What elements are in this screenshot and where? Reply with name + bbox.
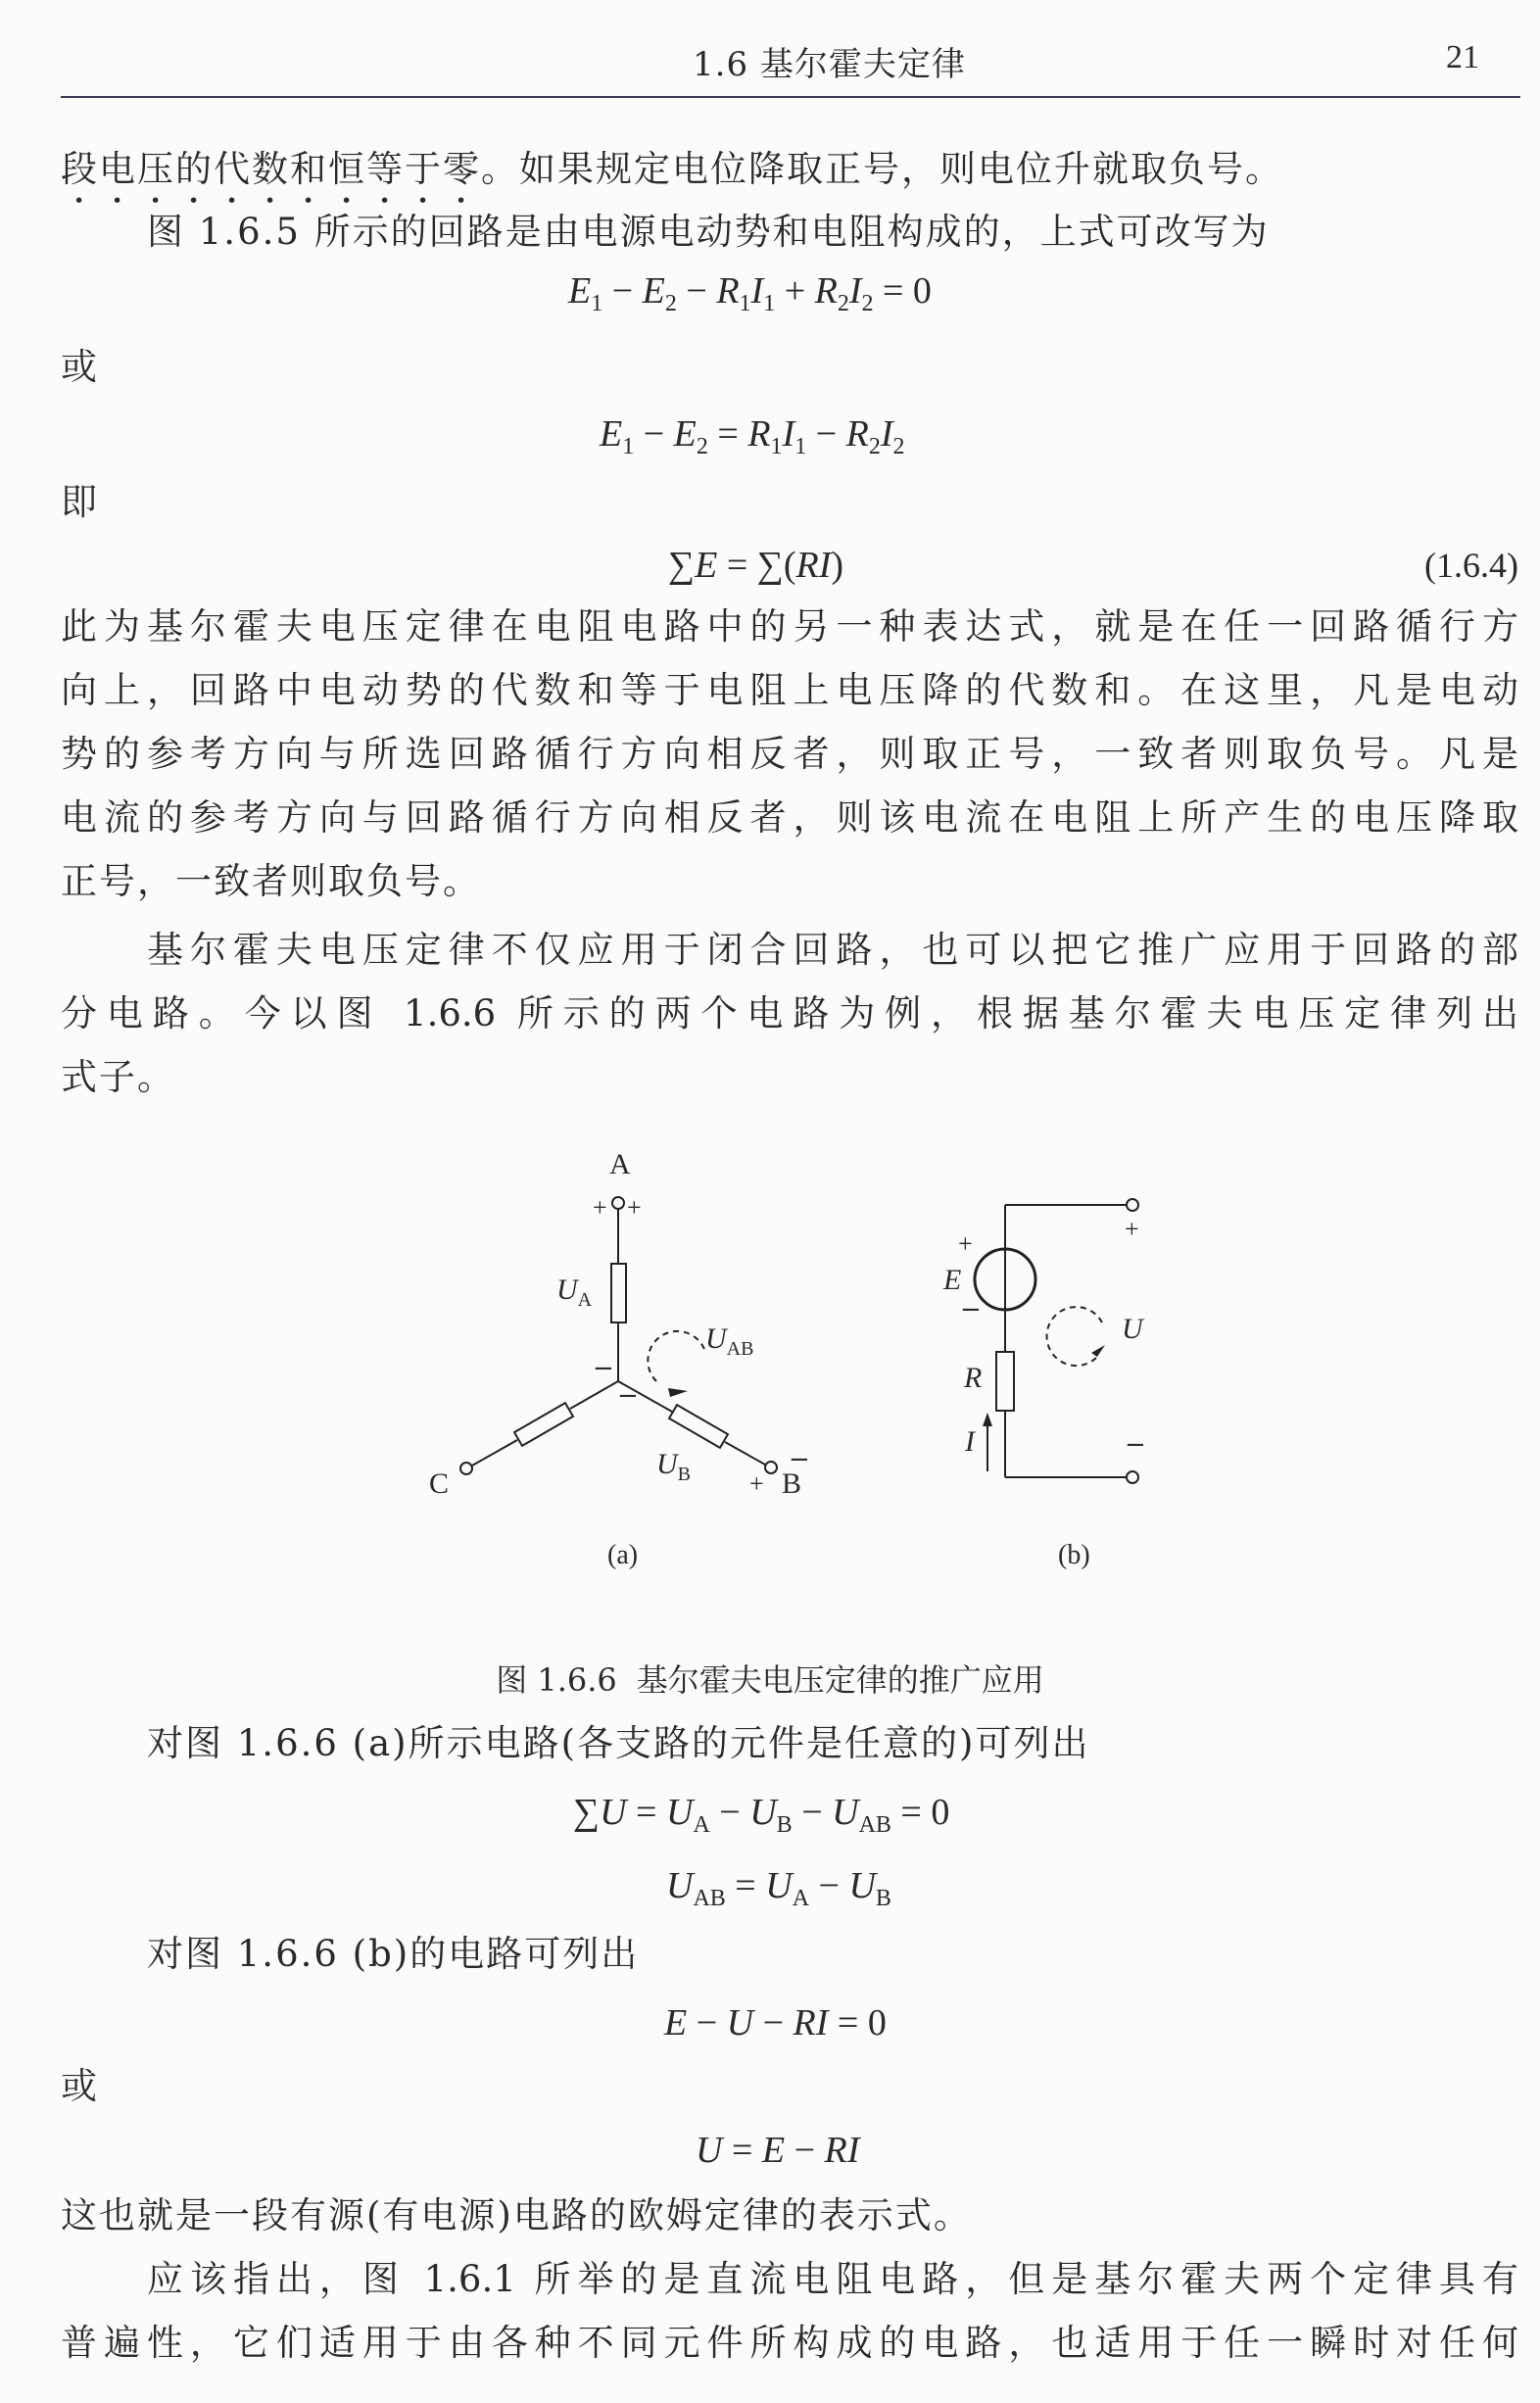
label-ua: $U_A$ (556, 1274, 593, 1311)
equation-6: E − U − RI = 0 (664, 2002, 887, 2043)
paragraph-3-line: 电流的参考方向与回路循行方向相反者，则该电流在电阻上所产生的电压降取 (61, 796, 1518, 839)
figure-caption-text: 基尔霍夫电压定律的推广应用 (636, 1661, 1044, 1699)
minus-sign: − (617, 1381, 639, 1411)
paragraph-2: 图 1.6.5 所示的回路是由电源电动势和电阻构成的，上式可改写为 (147, 211, 1270, 253)
header-rule (61, 96, 1520, 98)
ji-label: 即 (61, 481, 99, 523)
equation-number: (1.6.4) (1424, 546, 1518, 585)
paragraph-3-line: 向上，回路中电动势的代数和等于电阻上电压降的代数和。在这里，凡是电动 (61, 669, 1518, 711)
paragraph-3-line: 此为基尔霍夫电压定律在电阻电路中的另一种表达式，就是在任一回路循行方 (61, 605, 1518, 648)
emphasized-text: 段电压的代数和恒等于零 (61, 148, 481, 190)
paragraph-3-line: 正号，一致者则取负号。 (61, 860, 481, 902)
plus-sign: + (1125, 1215, 1139, 1243)
running-header (61, 29, 1520, 100)
paragraph-6: 对图 1.6.6 (b)的电路可列出 (147, 1933, 640, 1975)
figure-number: 图 1.6.6 (496, 1661, 617, 1699)
node-label-c: C (429, 1467, 450, 1500)
plus-sign: + (627, 1193, 642, 1222)
equation-7: U = E − RI (696, 2130, 860, 2171)
paragraph-3-line: 势的参考方向与所选回路循行方向相反者，则取正号，一致者则取负号。凡是 (61, 733, 1518, 775)
plus-sign: + (749, 1469, 764, 1498)
equation-3: ∑E = ∑(RI) (668, 545, 844, 586)
plus-sign: + (593, 1193, 607, 1222)
paragraph-5: 对图 1.6.6 (a)所示电路(各支路的元件是任意的)可列出 (147, 1722, 1090, 1764)
label-i: I (965, 1425, 975, 1458)
page-number: 21 (1446, 39, 1479, 75)
node-label-b: B (782, 1467, 802, 1500)
figure-a-sublabel: (a) (607, 1540, 639, 1570)
paragraph-4-line: 分电路。今以图 1.6.6 所示的两个电路为例，根据基尔霍夫电压定律列出 (61, 992, 1518, 1034)
paragraph-1-rest: 。如果规定电位降取正号，则电位升就取负号。 (481, 148, 1283, 190)
minus-sign: − (593, 1354, 614, 1383)
paragraph-8-line: 应该指出，图 1.6.1 所举的是直流电阻电路，但是基尔霍夫两个定律具有 (147, 2258, 1518, 2300)
or-label-2: 或 (61, 2065, 99, 2107)
label-u: U (1122, 1313, 1143, 1345)
equation-2: $E_1 - E_2 = R_1I_1 - R_2I_2$ (600, 413, 905, 459)
minus-sign: − (960, 1295, 982, 1324)
paragraph-4-line: 式子。 (61, 1056, 175, 1098)
section-title: 1.6 基尔霍夫定律 (693, 45, 966, 84)
paragraph-1 (61, 145, 1283, 212)
paragraph-4-line: 基尔霍夫电压定律不仅应用于闭合回路，也可以把它推广应用于回路的部 (147, 929, 1518, 971)
figure-b-sublabel: (b) (1058, 1540, 1090, 1570)
equation-4: $\sum U = U_A - U_B - U_{AB} = 0$ (573, 1792, 950, 1838)
paragraph-7: 这也就是一段有源(有电源)电路的欧姆定律的表示式。 (61, 2194, 972, 2236)
node-label-a: A (609, 1148, 631, 1180)
label-r: R (964, 1362, 983, 1394)
label-uab: $U_{AB}$ (705, 1322, 754, 1360)
paragraph-8-line: 普遍性，它们适用于由各种不同元件所构成的电路，也适用于任一瞬时对任何 (61, 2322, 1518, 2364)
plus-sign: + (958, 1229, 973, 1258)
equation-5: $U_{AB} = U_A - U_B$ (666, 1865, 891, 1911)
label-e: E (943, 1264, 962, 1296)
or-label-1: 或 (61, 346, 99, 388)
figure-caption (0, 1656, 1540, 1701)
label-ub: $U_B$ (656, 1448, 692, 1485)
minus-sign: − (1125, 1430, 1146, 1460)
equation-1: $E_1 - E_2 - R_1I_1 + R_2I_2 = 0$ (568, 270, 932, 316)
minus-sign: − (789, 1445, 810, 1474)
